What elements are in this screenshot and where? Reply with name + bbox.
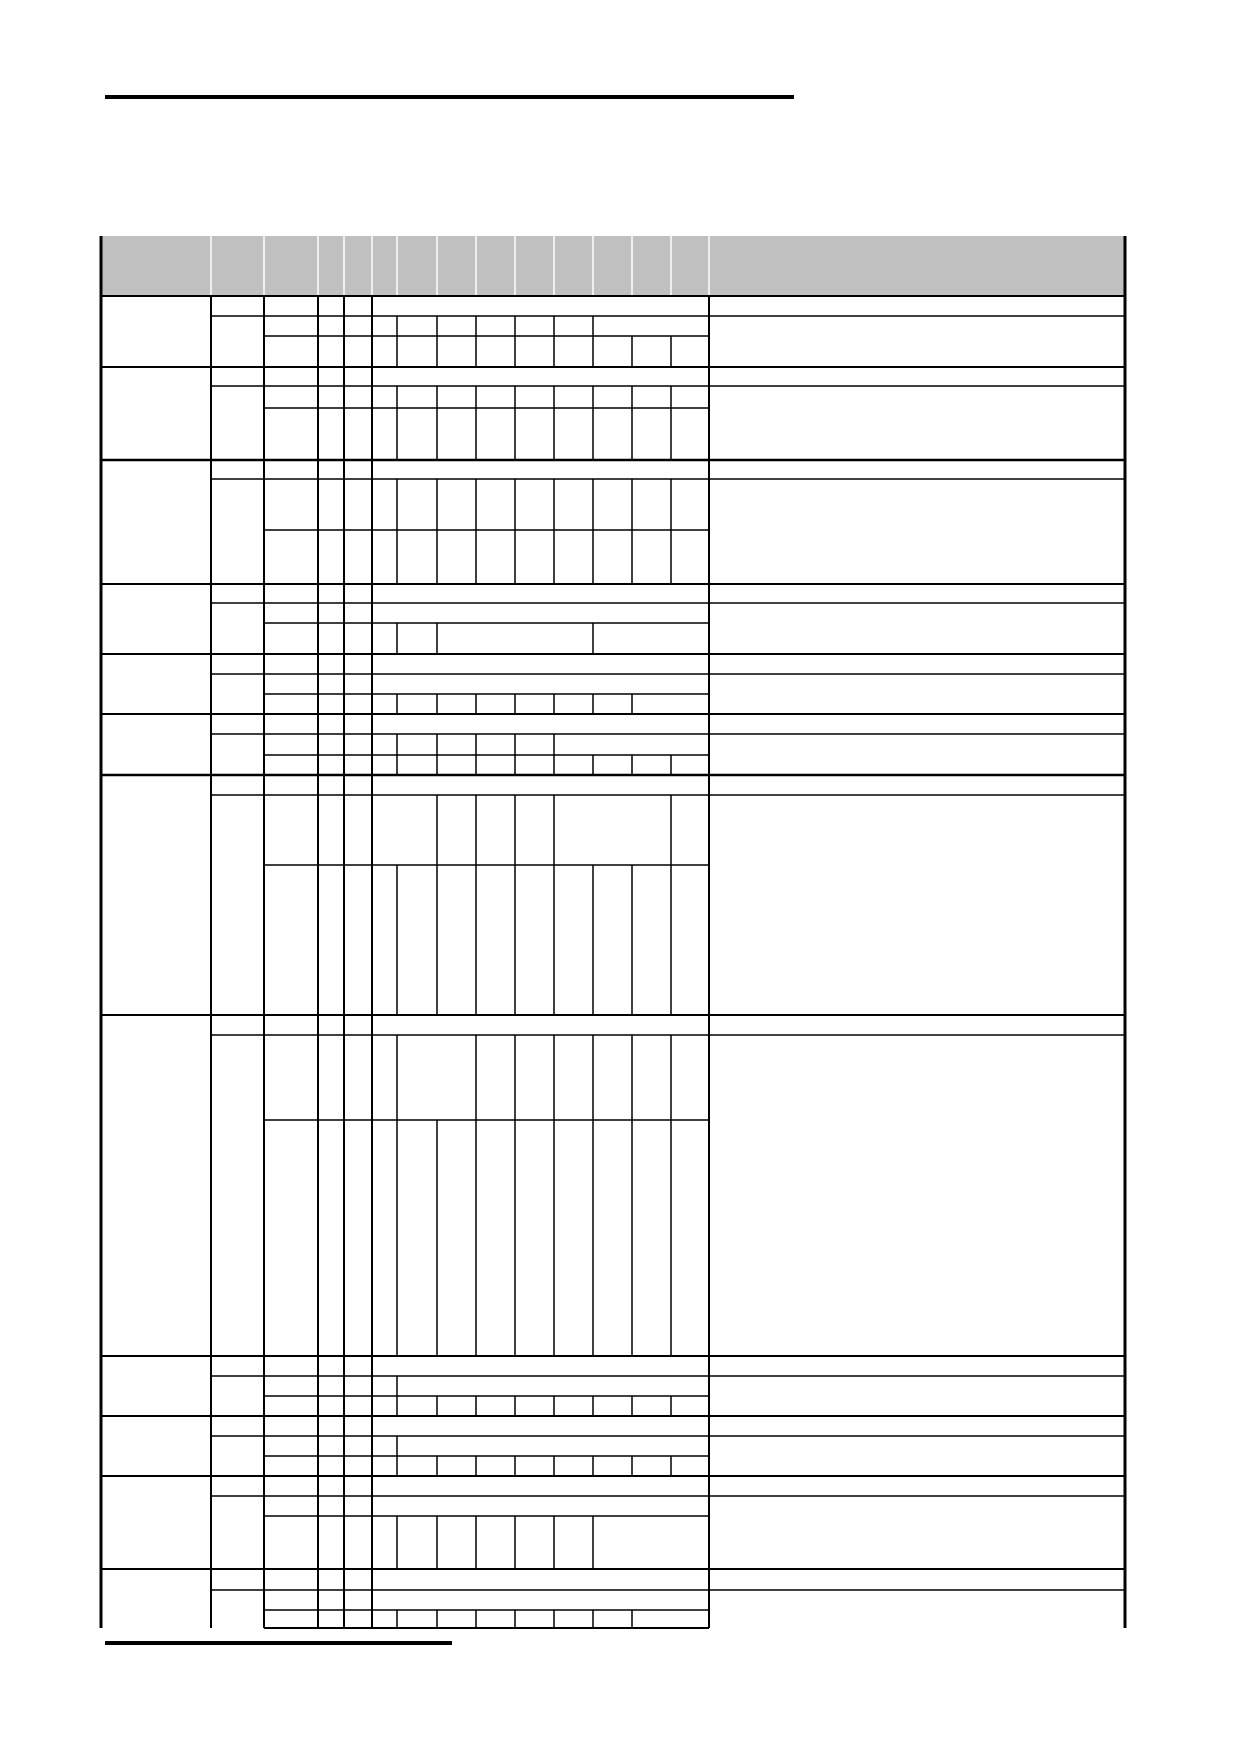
table-header-band [101, 236, 1125, 296]
